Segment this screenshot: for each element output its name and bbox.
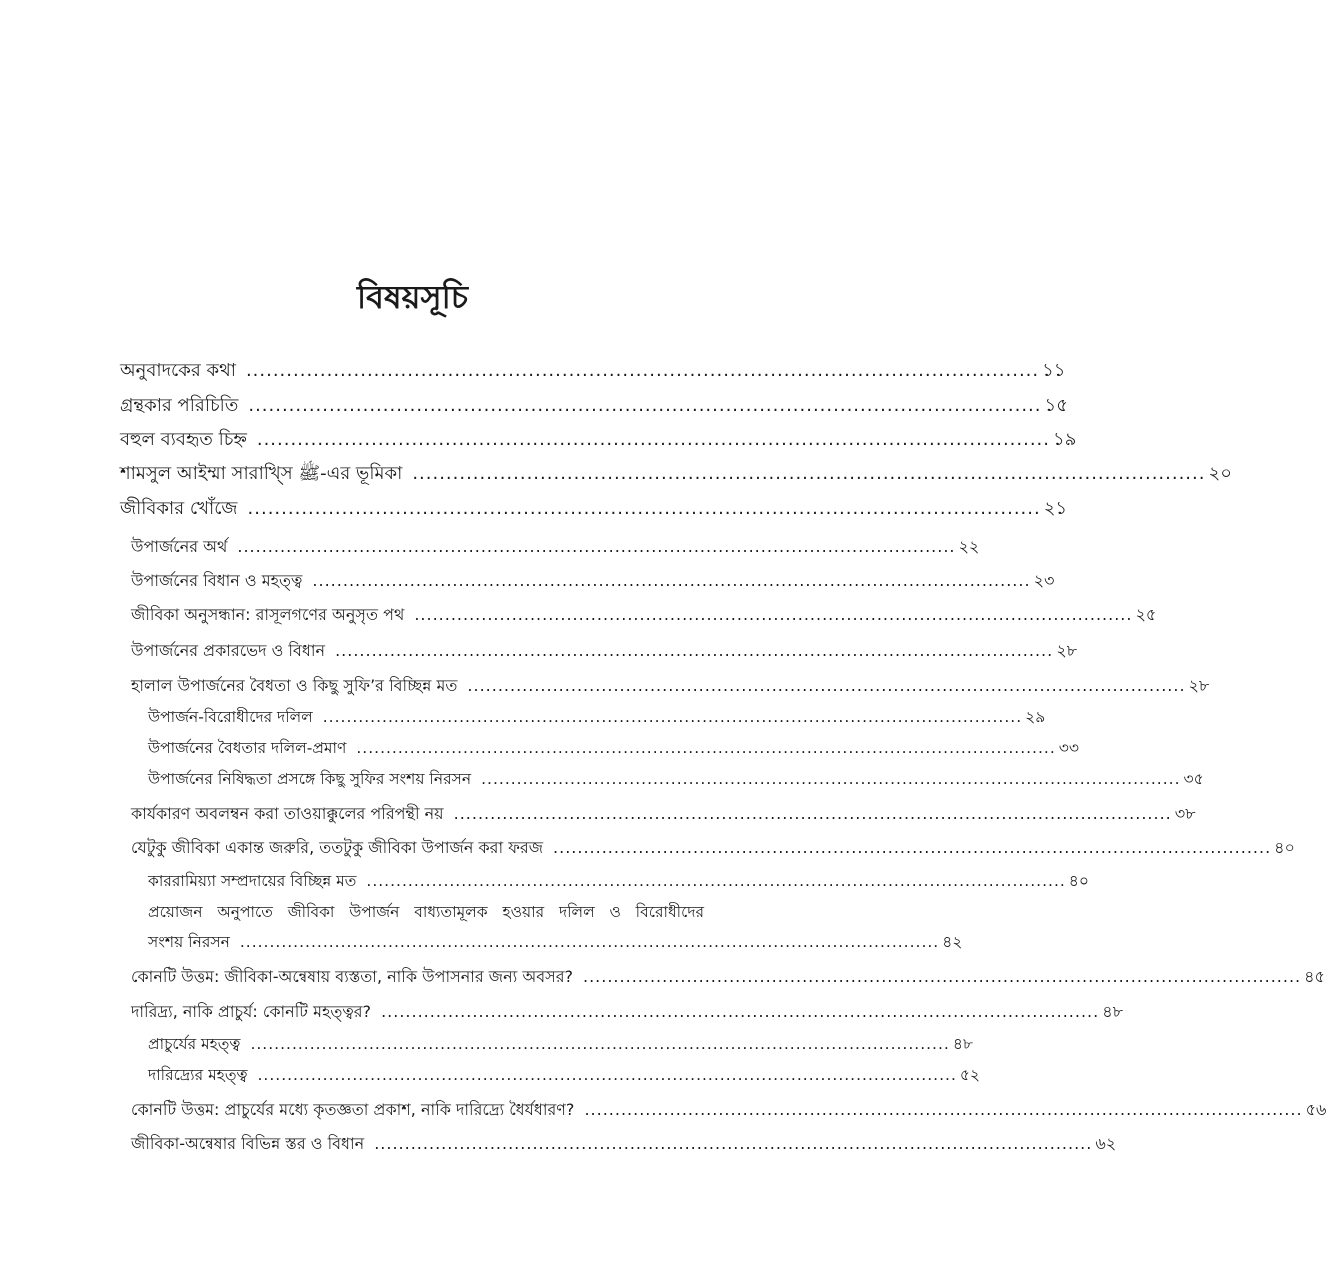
page-title: বিষয়সূচি xyxy=(356,278,469,316)
toc-entry-label: কার্যকারণ অবলম্বন করা তাওয়াক্কুলের পরিপন্থী নয় xyxy=(131,804,444,823)
dot-leader: ...................................................................................................................... xyxy=(312,571,1031,590)
toc-entry xyxy=(148,930,963,956)
toc-entry-label: অনুবাদকের কথা xyxy=(120,360,236,381)
toc-entry-page: ২১ xyxy=(1043,498,1068,519)
toc-entry-label: জীবিকার খোঁজে xyxy=(120,498,238,519)
toc-entry xyxy=(148,705,1046,731)
dot-leader: ...................................................................................................................... xyxy=(356,739,1056,757)
dot-leader: ...................................................................................................................... xyxy=(374,1134,1093,1153)
toc-entry-page: ১১ xyxy=(1042,360,1066,381)
toc-entry-page: ১৫ xyxy=(1044,395,1068,416)
toc-entry-label: যেটুকু জীবিকা একান্ত জরুরি, ততটুকু জীবিকা উপার্জন করা ফরজ xyxy=(131,838,544,857)
dot-leader: ...................................................................................................................... xyxy=(366,872,1066,890)
toc-entry-label: উপার্জনের প্রকারভেদ ও বিধান xyxy=(131,641,326,660)
toc-entry-label: শামসুল আইম্মা সারাখ্সি ﷺ-এর ভূমিকা xyxy=(120,463,403,484)
toc-entry-page: ৪৮ xyxy=(1102,1002,1123,1021)
toc-entry-label: জীবিকা অনুসন্ধান: রাসূলগণের অনুসৃত পথ xyxy=(131,605,405,624)
dot-leader: ...................................................................................................................... xyxy=(467,676,1186,695)
toc-entry xyxy=(120,425,1077,456)
dot-leader: ...................................................................................................................... xyxy=(453,804,1172,823)
dot-leader: ...................................................................................................................... xyxy=(245,360,1040,381)
toc-entry-page: ৬২ xyxy=(1095,1134,1117,1153)
toc-entry-label: উপার্জন-বিরোধীদের দলিল xyxy=(148,708,313,726)
toc-entry-page: ৩৮ xyxy=(1174,804,1196,823)
toc-entry xyxy=(148,1063,981,1089)
toc-entry xyxy=(131,801,1196,828)
toc-entry xyxy=(131,638,1078,665)
dot-leader: ...................................................................................................................... xyxy=(247,498,1041,519)
toc-entry-page: ৫২ xyxy=(959,1066,981,1084)
dot-leader: ...................................................................................................................... xyxy=(414,605,1133,624)
toc-entry xyxy=(120,494,1068,525)
toc-entry-page: ৪২ xyxy=(942,933,963,951)
toc-entry xyxy=(131,835,1295,862)
dot-leader: ...................................................................................................................... xyxy=(237,537,956,556)
dot-leader: ...................................................................................................................... xyxy=(335,641,1054,660)
toc-entry-label: উপার্জনের নিষিদ্ধতা প্রসঙ্গে কিছু সুফির সংশয় নিরসন xyxy=(148,770,472,788)
toc-entry xyxy=(131,534,980,561)
toc-entry-label: দারিদ্র্য, নাকি প্রাচুর্য: কোনটি মহত্ত্বর? xyxy=(131,1002,372,1021)
toc-entry xyxy=(131,1097,1326,1124)
toc-entry xyxy=(131,568,1055,595)
toc-entry-label: বহুল ব্যবহৃত চিহ্ন xyxy=(120,429,247,450)
toc-entry-label: হালাল উপার্জনের বৈধতা ও কিছু সুফি’র বিচ্ছিন্ন মত xyxy=(131,676,458,695)
toc-entry xyxy=(148,736,1079,762)
toc-entry xyxy=(131,964,1325,991)
toc-entry-label: উপার্জনের বৈধতার দলিল-প্রমাণ xyxy=(148,739,347,757)
dot-leader: ...................................................................................................................... xyxy=(583,967,1302,986)
dot-leader: ...................................................................................................................... xyxy=(553,838,1272,857)
toc-entry-page: ৩৫ xyxy=(1183,770,1204,788)
toc-entry-label: গ্রন্থকার পরিচিতি xyxy=(120,395,239,416)
toc-entry-page: ২৮ xyxy=(1188,676,1210,695)
toc-entry-label: কোনটি উত্তম: জীবিকা-অন্বেষায় ব্যস্ততা, নাকি উপাসনার জন্য অবসর? xyxy=(131,967,573,986)
toc-entry-label: উপার্জনের বিধান ও মহত্ত্ব xyxy=(131,571,303,590)
dot-leader: ...................................................................................................................... xyxy=(481,770,1181,788)
dot-leader: ...................................................................................................................... xyxy=(381,1002,1100,1021)
toc-entry xyxy=(148,1032,973,1058)
toc-entry-page: ২৮ xyxy=(1056,641,1078,660)
dot-leader: ...................................................................................................................... xyxy=(322,708,1023,726)
toc-entry xyxy=(131,1131,1117,1158)
toc-entry xyxy=(131,673,1210,700)
dot-leader: ...................................................................................................................... xyxy=(248,395,1042,416)
toc-entry-label: কোনটি উত্তম: প্রাচুর্যের মধ্যে কৃতজ্ঞতা প্রকাশ, নাকি দারিদ্র্যে ধৈর্যধারণ? xyxy=(131,1100,575,1119)
toc-entry-label: উপার্জনের অর্থ xyxy=(131,537,228,556)
toc-entry xyxy=(148,767,1204,793)
toc-entry-page: ২৩ xyxy=(1033,571,1055,590)
dot-leader: ...................................................................................................................... xyxy=(584,1100,1303,1119)
toc-entry-page: ২০ xyxy=(1208,463,1232,484)
toc-entry xyxy=(131,999,1123,1026)
toc-entry xyxy=(120,391,1068,422)
toc-entry-page: ৩৩ xyxy=(1058,739,1079,757)
toc-entry xyxy=(148,869,1089,895)
dot-leader: ...................................................................................................................... xyxy=(239,933,940,951)
toc-entry-label: দারিদ্র্যের মহত্ত্ব xyxy=(148,1066,248,1084)
toc-entry xyxy=(120,356,1066,387)
dot-leader: ...................................................................................................................... xyxy=(256,429,1051,450)
toc-entry-page: ৪০ xyxy=(1068,872,1089,890)
toc-entry-label: কাররামিয়্যা সম্প্রদায়ের বিচ্ছিন্ন মত xyxy=(148,872,357,890)
toc-entry-page: ৪০ xyxy=(1274,838,1295,857)
toc-entry-page: ১৯ xyxy=(1053,429,1077,450)
toc-entry-page: ২২ xyxy=(958,537,980,556)
toc-entry xyxy=(120,459,1232,490)
toc-entry xyxy=(131,602,1157,629)
toc-entry-label-line2: সংশয় নিরসন xyxy=(148,933,230,951)
dot-leader: ...................................................................................................................... xyxy=(412,463,1206,484)
toc-entry-label: প্রাচুর্যের মহত্ত্ব xyxy=(148,1035,241,1053)
toc-entry-page: ২৯ xyxy=(1025,708,1046,726)
toc-entry-label: জীবিকা-অন্বেষার বিভিন্ন স্তর ও বিধান xyxy=(131,1134,365,1153)
dot-leader: ...................................................................................................................... xyxy=(257,1066,957,1084)
dot-leader: ...................................................................................................................... xyxy=(250,1035,950,1053)
toc-entry-label-line1: প্রয়োজন অনুপাতে জীবিকা উপার্জন বাধ্যতামূলক হওয়ার দলিল ও বিরোধীদের xyxy=(148,903,704,921)
toc-entry-page: ৪৮ xyxy=(952,1035,973,1053)
toc-entry-page: ৫৬ xyxy=(1305,1100,1326,1119)
toc-entry-page: ২৫ xyxy=(1135,605,1157,624)
toc-entry-page: ৪৫ xyxy=(1304,967,1325,986)
